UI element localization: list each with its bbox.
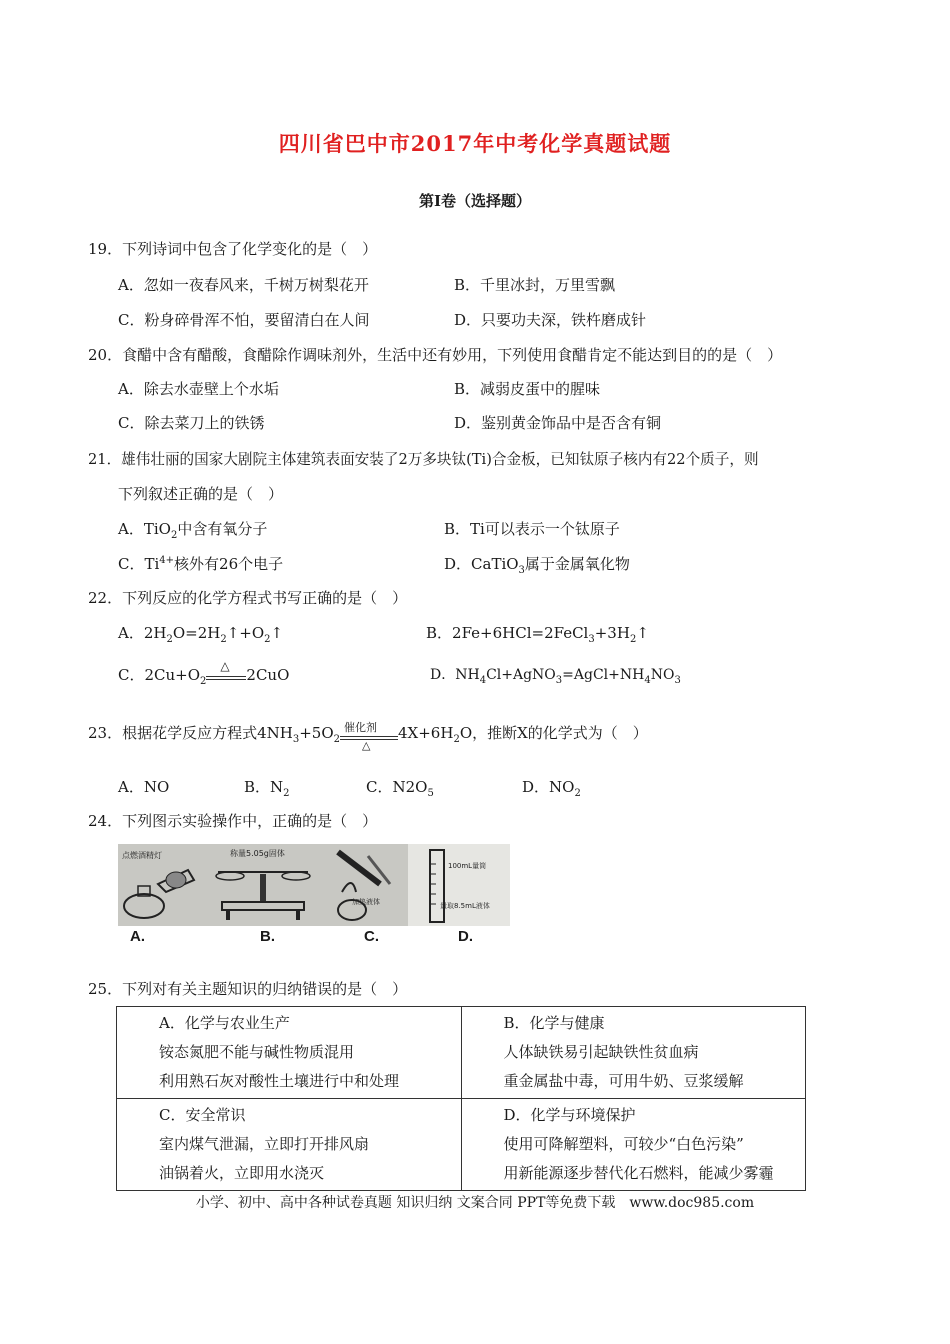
q22-option-b: B．$2Fe+6HCl=2FeCl_3+3H_2↑$ — [426, 624, 649, 645]
q20-option-a: A．除去水壶壁上个水垢 — [118, 380, 279, 398]
q21-option-d: D．CaTiO$_3$属于金属氧化物 — [444, 555, 630, 576]
heat-condition: △ — [206, 667, 246, 685]
q19-option-b: B．千里冰封，万里雪飘 — [454, 276, 616, 294]
question-22-stem: 22．下列反应的化学方程式书写正确的是（ ） — [88, 589, 408, 607]
q20-option-c: C．除去菜刀上的铁锈 — [118, 414, 265, 432]
q23-option-b: B．$N_2$ — [244, 778, 290, 799]
figure-text-d-cylinder: 100mL量筒 — [448, 862, 487, 870]
q20-option-d: D．鉴别黄金饰品中是否含有铜 — [454, 414, 662, 432]
question-19-stem: 19．下列诗词中包含了化学变化的是（ ） — [88, 240, 378, 258]
figure-text-a: 点燃酒精灯 — [122, 851, 162, 860]
experiment-figure — [118, 844, 510, 926]
q23-option-d: D．$NO_2$ — [522, 778, 581, 799]
figure-label-b: B. — [260, 928, 275, 945]
q22-option-c: C．$2Cu+O_2$ △ 2CuO — [118, 659, 290, 687]
experiment-illustration — [118, 844, 510, 926]
q19-option-c: C．粉身碎骨浑不怕，要留清白在人间 — [118, 311, 370, 329]
table-row — [117, 1007, 806, 1099]
figure-text-b: 称量5.05g固体 — [230, 849, 285, 858]
page-title: 四川省巴中市2017年中考化学真题试题 — [278, 131, 672, 156]
knowledge-table — [116, 1006, 806, 1191]
section-heading: 第Ⅰ卷（选择题） — [418, 192, 532, 210]
table-cell-a: A．化学与农业生产 铵态氮肥不能与碱性物质混用 利用熟石灰对酸性土壤进行中和处理 — [117, 1007, 462, 1099]
q20-option-b: B．减弱皮蛋中的腥味 — [454, 380, 601, 398]
q21-option-b: B．Ti可以表示一个钛原子 — [444, 520, 620, 538]
question-21-stem-line1: 21．雄伟壮丽的国家大剧院主体建筑表面安装了2万多块钛(Ti)合金板，已知钛原子核内有22个质子，则 — [88, 451, 759, 468]
catalyst-condition: 催化剂 △ — [340, 725, 398, 743]
table-cell-b: B．化学与健康 人体缺铁易引起缺铁性贫血病 重金属盐中毒，可用牛奶、豆浆缓解 — [461, 1007, 806, 1099]
table-row — [117, 1099, 806, 1191]
table-cell-c: C．安全常识 室内煤气泄漏，立即打开排风扇 油锅着火，立即用水浇灭 — [117, 1099, 462, 1191]
question-21-stem-line2: 下列叙述正确的是（ ） — [118, 485, 284, 503]
figure-label-d: D. — [458, 928, 473, 945]
figure-label-c: C. — [364, 928, 379, 945]
figure-text-c: 加热液体 — [352, 898, 380, 906]
q21-option-c: C．$Ti^{4+}$核外有26个电子 — [118, 555, 284, 573]
figure-text-d-measure: 量取8.5mL液体 — [440, 902, 490, 910]
figure-label-a: A. — [130, 928, 145, 945]
q19-option-d: D．只要功夫深，铁杵磨成针 — [454, 311, 647, 329]
page-footer: 小学、初中、高中各种试卷真题 知识归纳 文案合同 PPT等免费下载 www.doc985.com — [195, 1195, 755, 1211]
q23-option-a: A．NO — [118, 778, 170, 796]
q22-option-a: A．$2H_2O=2H_2↑+O_2↑$ — [118, 624, 284, 645]
q22-option-d: D．$NH_4Cl+AgNO_3=AgCl+NH_4NO_3$ — [430, 667, 681, 686]
q19-option-a: A．忽如一夜春风来，千树万树梨花开 — [118, 276, 369, 294]
q23-option-c: C．$N2O_5$ — [366, 778, 434, 799]
table-cell-d: D．化学与环境保护 使用可降解塑料，可较少“白色污染” 用新能源逐步替代化石燃料，能减少雾霾 — [461, 1099, 806, 1191]
question-24-stem: 24．下列图示实验操作中，正确的是（ ） — [88, 812, 378, 830]
q21-option-a: A．TiO$_2$中含有氧分子 — [118, 520, 268, 541]
question-20-stem: 20．食醋中含有醋酸，食醋除作调味剂外，生活中还有妙用，下列使用食醋肯定不能达到目的的是（ ） — [88, 346, 783, 364]
question-23-stem: 23．根据花学反应方程式$4NH_3+5O_2$ 催化剂 △ $4X+6H_2O$，推断X的化学式为（ ） — [88, 721, 648, 752]
question-25-stem: 25．下列对有关主题知识的归纳错误的是（ ） — [88, 980, 408, 998]
